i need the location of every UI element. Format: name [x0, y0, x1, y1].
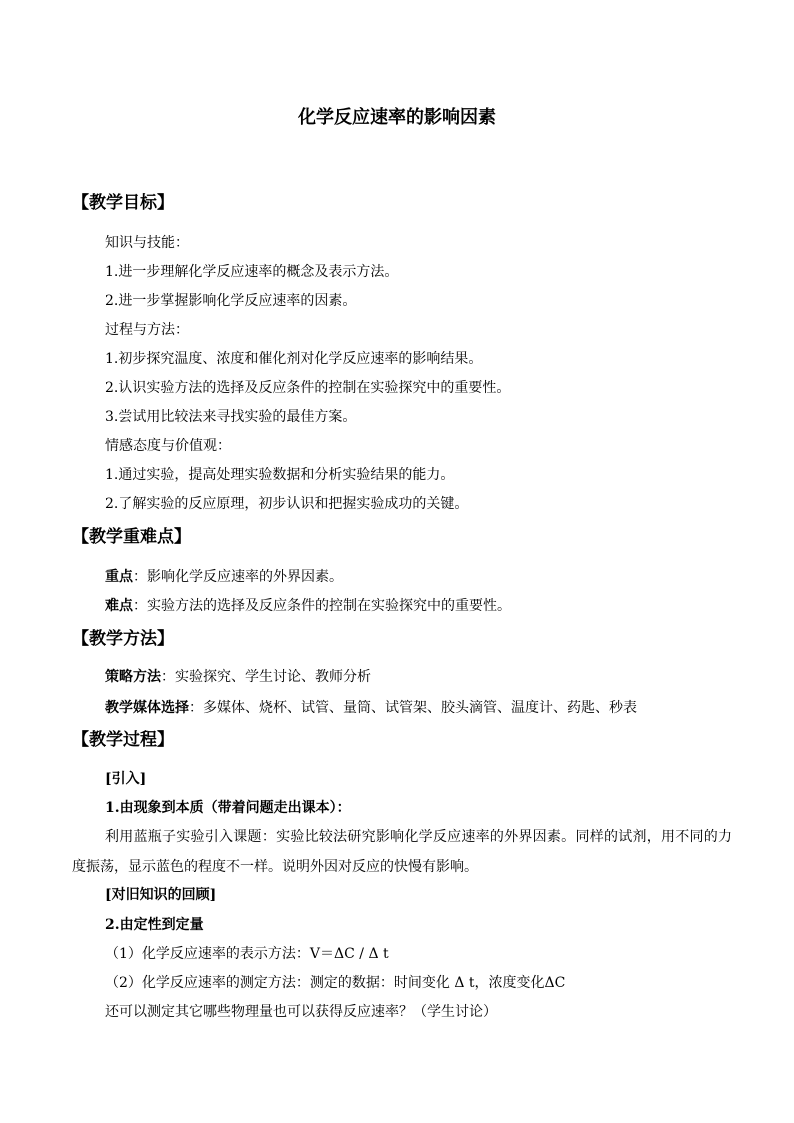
goals-knowledge-item: 2.进一步掌握影响化学反应速率的因素。 [105, 293, 357, 309]
difficulty-text: ：实验方法的选择及反应条件的控制在实验探究中的重要性。 [133, 598, 511, 614]
keypoint-label: 重点 [105, 569, 133, 585]
step2-item: （2）化学反应速率的测定方法：测定的数据：时间变化 Δ t，浓度变化ΔC [105, 975, 566, 991]
media-label: 教学媒体选择 [105, 700, 189, 716]
goals-emotion-item: 2.了解实验的反应原理，初步认识和把握实验成功的关键。 [105, 496, 469, 512]
goals-emotion-item: 1.通过实验，提高处理实验数据和分析实验结果的能力。 [105, 467, 455, 483]
goals-knowledge-label: 知识与技能： [105, 235, 189, 251]
review-tag: [对旧知识的回顾] [105, 887, 217, 903]
strategy-label: 策略方法 [105, 669, 161, 685]
keypoint-text: ：影响化学反应速率的外界因素。 [133, 569, 343, 585]
goals-process-label: 过程与方法： [105, 322, 189, 338]
goals-process-item: 1.初步探究温度、浓度和催化剂对化学反应速率的影响结果。 [105, 351, 483, 367]
media-line [105, 697, 637, 719]
step2-title: 2.由定性到定量 [105, 917, 204, 933]
media-text: ：多媒体、烧杯、试管、量筒、试管架、胶头滴管、温度计、药匙、秒表 [189, 700, 637, 716]
keypoint-line [105, 566, 343, 588]
strategy-text: ：实验探究、学生讨论、教师分析 [161, 669, 371, 685]
difficulty-line [105, 595, 511, 617]
section-heading-keypoints: 【教学重难点】 [72, 527, 191, 547]
goals-knowledge-item: 1.进一步理解化学反应速率的概念及表示方法。 [105, 264, 399, 280]
step1-paragraph: 利用蓝瓶子实验引入课题：实验比较法研究影响化学反应速率的外界因素。同样的试剂，用不同的力度振荡，显示蓝色的程度不一样。说明外因对反应的快慢有影响。 [72, 829, 732, 875]
goals-process-item: 3.尝试用比较法来寻找实验的最佳方案。 [105, 409, 357, 425]
document-title: 化学反应速率的影响因素 [298, 107, 496, 128]
section-heading-methods: 【教学方法】 [72, 629, 174, 649]
strategy-line [105, 666, 371, 688]
section-heading-goals: 【教学目标】 [72, 193, 174, 213]
goals-emotion-label: 情感态度与价值观： [105, 438, 231, 454]
intro-tag: [引入] [105, 771, 147, 787]
section-heading-process: 【教学过程】 [72, 730, 174, 750]
discussion-question: 还可以测定其它哪些物理量也可以获得反应速率？（学生讨论） [105, 1004, 497, 1020]
difficulty-label: 难点 [105, 598, 133, 614]
goals-process-item: 2.认识实验方法的选择及反应条件的控制在实验探究中的重要性。 [105, 380, 511, 396]
step1-title: 1.由现象到本质（带着问题走出课本）： [105, 800, 351, 816]
step2-item: （1）化学反应速率的表示方法：V＝ΔC / Δ t [105, 946, 389, 962]
